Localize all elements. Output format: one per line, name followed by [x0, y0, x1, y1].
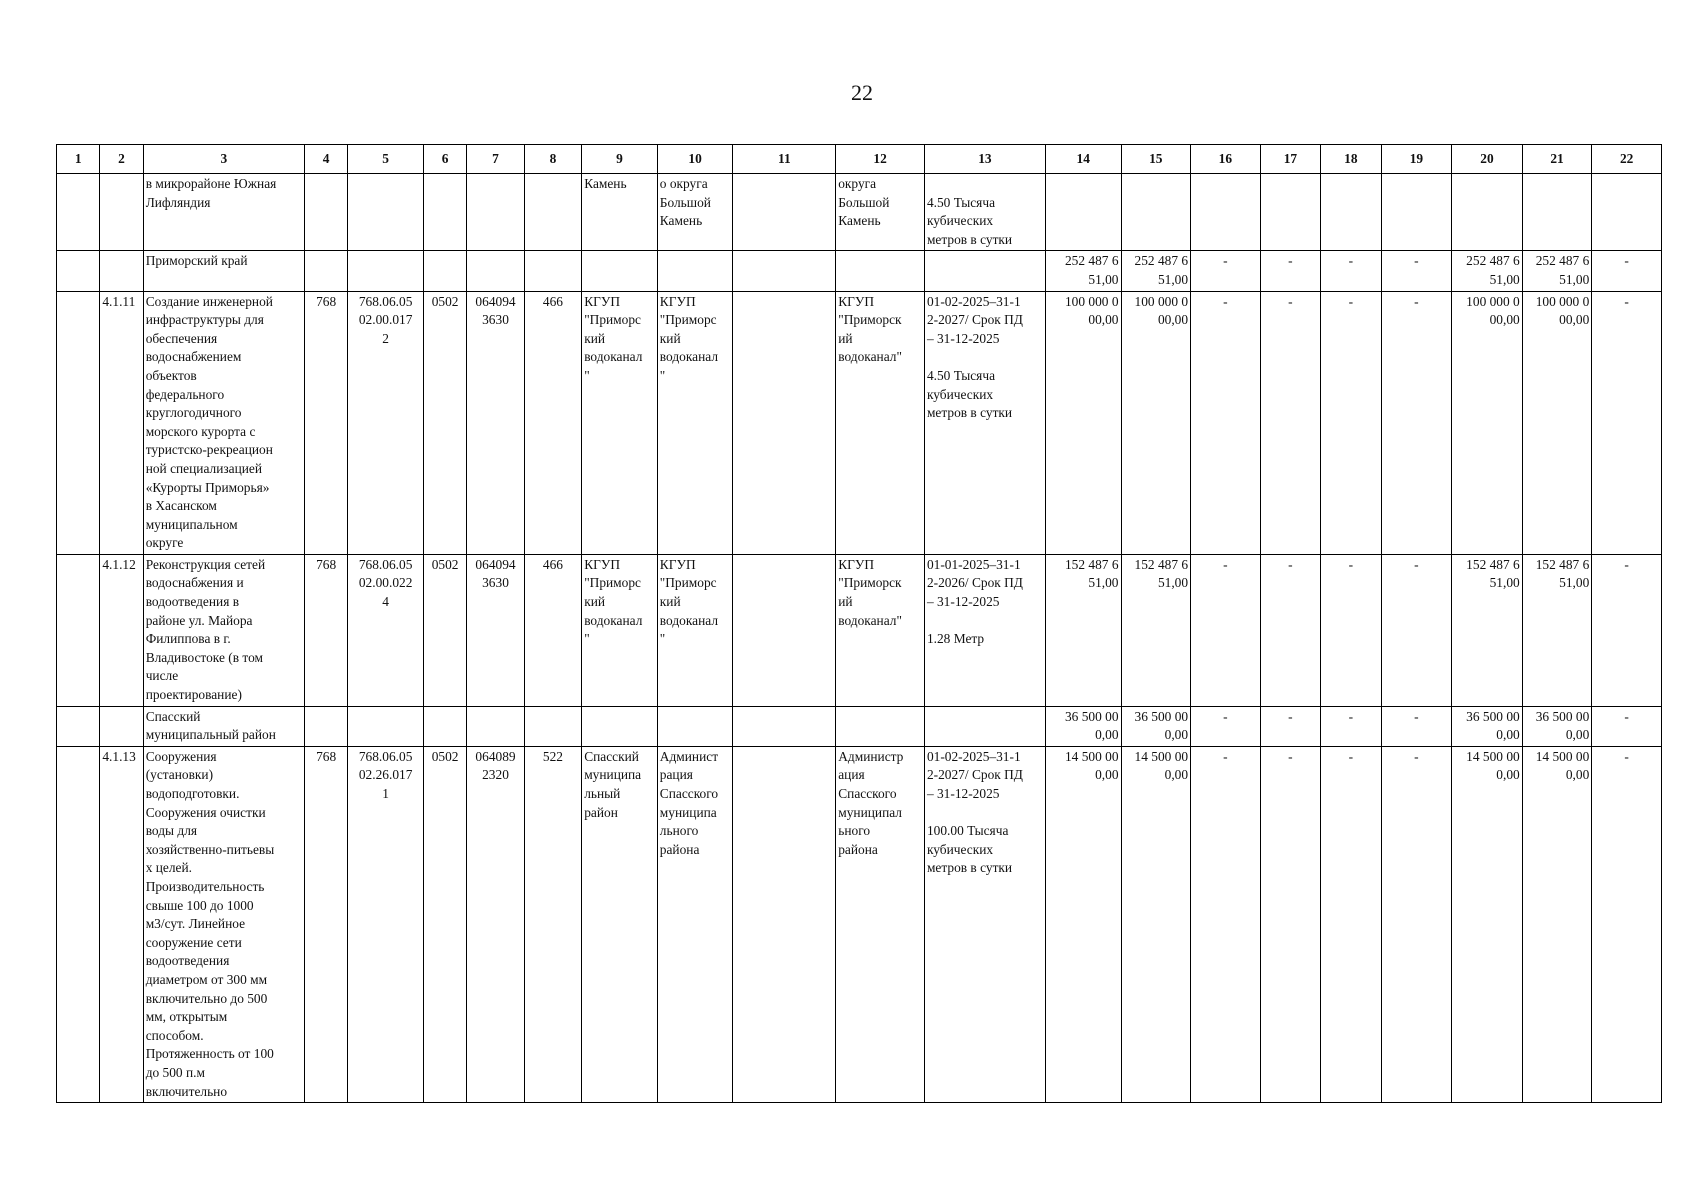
cell-col-17: -	[1260, 251, 1320, 291]
cell-col-11	[733, 174, 836, 251]
cell-col-6	[423, 706, 466, 746]
cell-col-5: 768.06.05 02.26.017 1	[348, 746, 424, 1102]
column-header: 3	[143, 145, 304, 174]
cell-col-17: -	[1260, 746, 1320, 1102]
cell-col-8: 466	[524, 291, 581, 554]
cell-col-14	[1045, 174, 1121, 251]
column-header: 13	[924, 145, 1045, 174]
cell-col-5	[348, 706, 424, 746]
cell-col-14: 14 500 00 0,00	[1045, 746, 1121, 1102]
cell-col-5	[348, 251, 424, 291]
cell-col-13: 01-01-2025–31-1 2-2026/ Срок ПД – 31-12-2025 1.28 Метр	[924, 554, 1045, 706]
cell-col-4: 768	[304, 291, 347, 554]
cell-col-8	[524, 251, 581, 291]
cell-col-15: 152 487 6 51,00	[1121, 554, 1191, 706]
cell-col-13: 01-02-2025–31-1 2-2027/ Срок ПД – 31-12-2025 4.50 Тысяча кубических метров в сутки	[924, 291, 1045, 554]
column-number-row	[57, 145, 1662, 174]
table-row	[57, 554, 1662, 706]
column-header: 6	[423, 145, 466, 174]
cell-col-15: 252 487 6 51,00	[1121, 251, 1191, 291]
cell-col-2: 4.1.13	[100, 746, 143, 1102]
cell-col-4	[304, 706, 347, 746]
cell-col-12	[836, 706, 925, 746]
cell-col-17: -	[1260, 291, 1320, 554]
cell-col-13: 01-02-2025–31-1 2-2027/ Срок ПД – 31-12-2025 100.00 Тысяча кубических метров в сутки	[924, 746, 1045, 1102]
cell-col-8: 522	[524, 746, 581, 1102]
cell-col-16: -	[1191, 291, 1261, 554]
cell-col-7: 064094 3630	[467, 554, 524, 706]
cell-col-7	[467, 174, 524, 251]
cell-col-4	[304, 251, 347, 291]
cell-col-12: КГУП "Приморск ий водоканал"	[836, 291, 925, 554]
cell-col-19: -	[1381, 746, 1452, 1102]
cell-col-20: 252 487 6 51,00	[1452, 251, 1523, 291]
subtotal-row	[57, 706, 1662, 746]
column-header: 4	[304, 145, 347, 174]
cell-col-3: Приморский край	[143, 251, 304, 291]
cell-col-4	[304, 174, 347, 251]
cell-col-21: 252 487 6 51,00	[1522, 251, 1592, 291]
column-header: 18	[1321, 145, 1381, 174]
cell-col-12: КГУП "Приморск ий водоканал"	[836, 554, 925, 706]
cell-col-15: 100 000 0 00,00	[1121, 291, 1191, 554]
cell-col-17	[1260, 174, 1320, 251]
column-header: 16	[1191, 145, 1261, 174]
cell-col-21	[1522, 174, 1592, 251]
cell-col-7	[467, 706, 524, 746]
column-header: 17	[1260, 145, 1320, 174]
table-row	[57, 746, 1662, 1102]
cell-col-7: 064089 2320	[467, 746, 524, 1102]
column-header: 1	[57, 145, 100, 174]
cell-col-14: 152 487 6 51,00	[1045, 554, 1121, 706]
cell-col-10	[657, 251, 733, 291]
cell-col-14: 252 487 6 51,00	[1045, 251, 1121, 291]
cell-col-9: КГУП "Приморс кий водоканал "	[582, 554, 658, 706]
cell-col-19	[1381, 174, 1452, 251]
cell-col-5	[348, 174, 424, 251]
cell-col-6: 0502	[423, 554, 466, 706]
cell-col-3: в микрорайоне Южная Лифляндия	[143, 174, 304, 251]
cell-col-12: округа Большой Камень	[836, 174, 925, 251]
cell-col-10: КГУП "Приморс кий водоканал "	[657, 291, 733, 554]
cell-col-22: -	[1592, 554, 1662, 706]
column-header: 7	[467, 145, 524, 174]
budget-table	[56, 144, 1662, 1103]
table-row	[57, 291, 1662, 554]
cell-col-11	[733, 554, 836, 706]
cell-col-20: 100 000 0 00,00	[1452, 291, 1523, 554]
header-row	[57, 145, 1662, 174]
cell-col-12: Администр ация Спасского муниципал ьного района	[836, 746, 925, 1102]
cell-col-20: 14 500 00 0,00	[1452, 746, 1523, 1102]
cell-col-11	[733, 746, 836, 1102]
cell-col-15: 14 500 00 0,00	[1121, 746, 1191, 1102]
cell-col-22: -	[1592, 291, 1662, 554]
cell-col-17: -	[1260, 554, 1320, 706]
cell-col-2: 4.1.11	[100, 291, 143, 554]
cell-col-13: 4.50 Тысяча кубических метров в сутки	[924, 174, 1045, 251]
cell-col-19: -	[1381, 554, 1452, 706]
cell-col-22: -	[1592, 746, 1662, 1102]
column-header: 20	[1452, 145, 1523, 174]
cell-col-20: 152 487 6 51,00	[1452, 554, 1523, 706]
cell-col-3: Сооружения (установки) водоподготовки. Сооружения очистки воды для хозяйственно-питьевы х целей. Производительность свыше 100 до 1000 м3/сут. Линейное сооружение сети водоотведения диаметром от 300 мм включительно до 500 мм, открытым способом. Протяженность от 100 до 500 п.м включительно	[143, 746, 304, 1102]
cell-col-16: -	[1191, 554, 1261, 706]
cell-col-16: -	[1191, 746, 1261, 1102]
cell-col-21: 14 500 00 0,00	[1522, 746, 1592, 1102]
cell-col-2	[100, 706, 143, 746]
cell-col-1	[57, 174, 100, 251]
cell-col-19: -	[1381, 291, 1452, 554]
cell-col-14: 36 500 00 0,00	[1045, 706, 1121, 746]
cell-col-7: 064094 3630	[467, 291, 524, 554]
column-header: 22	[1592, 145, 1662, 174]
cell-col-6: 0502	[423, 746, 466, 1102]
cell-col-18: -	[1321, 554, 1381, 706]
column-header: 11	[733, 145, 836, 174]
cell-col-22: -	[1592, 706, 1662, 746]
cell-col-2	[100, 174, 143, 251]
cell-col-5: 768.06.05 02.00.017 2	[348, 291, 424, 554]
table-body	[57, 174, 1662, 1103]
cell-col-12	[836, 251, 925, 291]
cell-col-8: 466	[524, 554, 581, 706]
cell-col-18: -	[1321, 251, 1381, 291]
cell-col-20: 36 500 00 0,00	[1452, 706, 1523, 746]
cell-col-9: Спасский муниципа льный район	[582, 746, 658, 1102]
column-header: 2	[100, 145, 143, 174]
cell-col-20	[1452, 174, 1523, 251]
cell-col-7	[467, 251, 524, 291]
column-header: 15	[1121, 145, 1191, 174]
cell-col-13	[924, 706, 1045, 746]
cell-col-13	[924, 251, 1045, 291]
cell-col-18: -	[1321, 746, 1381, 1102]
cell-col-14: 100 000 0 00,00	[1045, 291, 1121, 554]
cell-col-16: -	[1191, 706, 1261, 746]
cell-col-18	[1321, 174, 1381, 251]
column-header: 12	[836, 145, 925, 174]
cell-col-10: Админист рация Спасского муниципа льного района	[657, 746, 733, 1102]
cell-col-1	[57, 706, 100, 746]
cell-col-10	[657, 706, 733, 746]
cell-col-18: -	[1321, 706, 1381, 746]
cell-col-3: Реконструкция сетей водоснабжения и водоотведения в районе ул. Майора Филиппова в г. Владивостоке (в том числе проектирование)	[143, 554, 304, 706]
cell-col-3: Спасский муниципальный район	[143, 706, 304, 746]
column-header: 9	[582, 145, 658, 174]
column-header: 5	[348, 145, 424, 174]
column-header: 10	[657, 145, 733, 174]
cell-col-5: 768.06.05 02.00.022 4	[348, 554, 424, 706]
cell-col-2	[100, 251, 143, 291]
cell-col-8	[524, 706, 581, 746]
cell-col-11	[733, 706, 836, 746]
cell-col-1	[57, 291, 100, 554]
cell-col-6: 0502	[423, 291, 466, 554]
cell-col-4: 768	[304, 746, 347, 1102]
cell-col-10: о округа Большой Камень	[657, 174, 733, 251]
table-row	[57, 174, 1662, 251]
cell-col-6	[423, 251, 466, 291]
cell-col-2: 4.1.12	[100, 554, 143, 706]
cell-col-11	[733, 291, 836, 554]
cell-col-15: 36 500 00 0,00	[1121, 706, 1191, 746]
cell-col-17: -	[1260, 706, 1320, 746]
cell-col-3: Создание инженерной инфраструктуры для обеспечения водоснабжением объектов федерального круглогодичного морского курорта с туристско-рекреацион ной специализацией «Курорты Приморья» в Хасанском муниципальном округе	[143, 291, 304, 554]
cell-col-10: КГУП "Приморс кий водоканал "	[657, 554, 733, 706]
cell-col-4: 768	[304, 554, 347, 706]
cell-col-21: 152 487 6 51,00	[1522, 554, 1592, 706]
cell-col-22: -	[1592, 251, 1662, 291]
cell-col-1	[57, 746, 100, 1102]
column-header: 8	[524, 145, 581, 174]
cell-col-21: 100 000 0 00,00	[1522, 291, 1592, 554]
cell-col-1	[57, 554, 100, 706]
column-header: 21	[1522, 145, 1592, 174]
cell-col-21: 36 500 00 0,00	[1522, 706, 1592, 746]
cell-col-19: -	[1381, 706, 1452, 746]
cell-col-9: Камень	[582, 174, 658, 251]
cell-col-8	[524, 174, 581, 251]
cell-col-9	[582, 706, 658, 746]
cell-col-11	[733, 251, 836, 291]
column-header: 14	[1045, 145, 1121, 174]
cell-col-9	[582, 251, 658, 291]
column-header: 19	[1381, 145, 1452, 174]
cell-col-9: КГУП "Приморс кий водоканал "	[582, 291, 658, 554]
page-number: 22	[851, 80, 873, 105]
cell-col-18: -	[1321, 291, 1381, 554]
cell-col-6	[423, 174, 466, 251]
cell-col-16: -	[1191, 251, 1261, 291]
cell-col-19: -	[1381, 251, 1452, 291]
cell-col-15	[1121, 174, 1191, 251]
cell-col-22	[1592, 174, 1662, 251]
cell-col-1	[57, 251, 100, 291]
cell-col-16	[1191, 174, 1261, 251]
subtotal-row	[57, 251, 1662, 291]
